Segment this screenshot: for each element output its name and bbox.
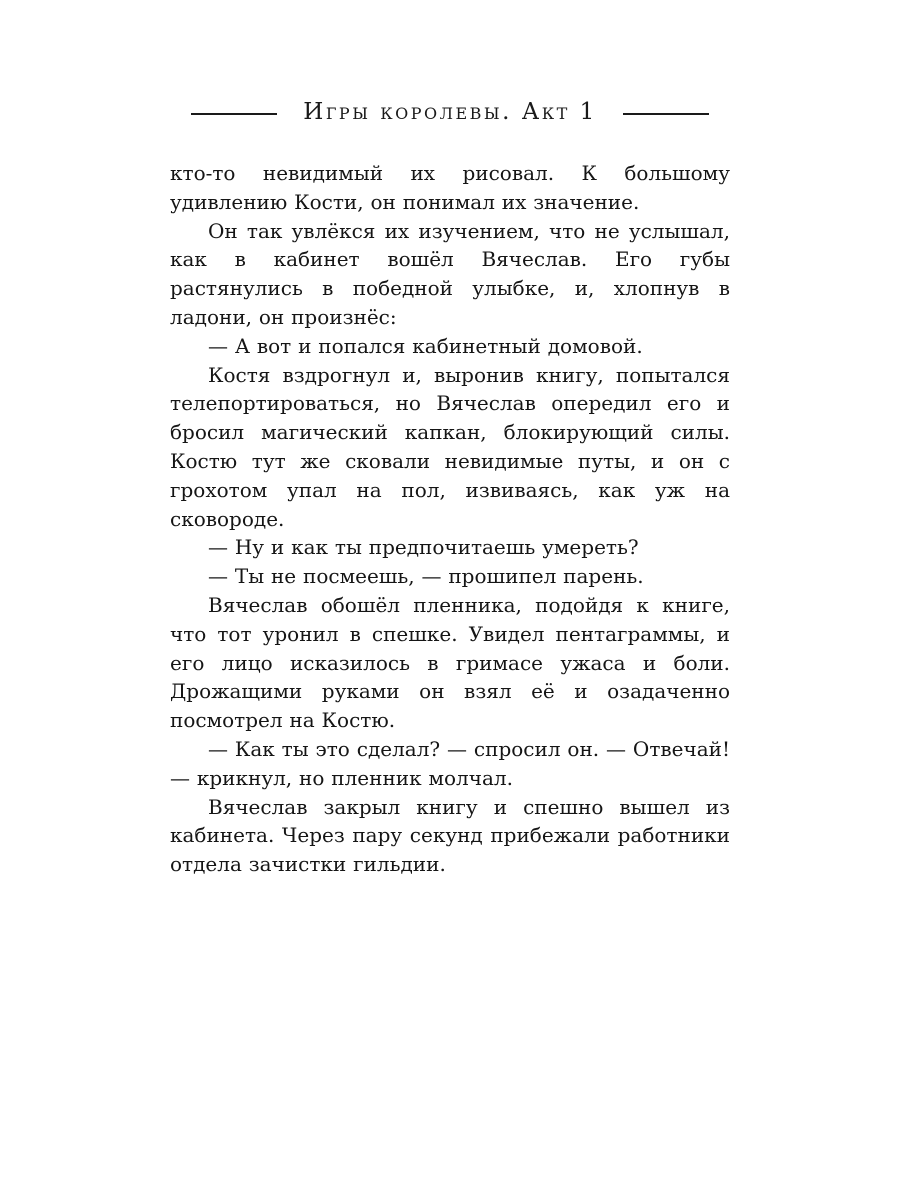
paragraph: Костя вздрогнул и, выронив книгу, попытался телепортироваться, но Вячеслав опередил его и бросил магический капкан, блокирующий силы. Костю тут же сковали невидимые путы, и он с грохотом упал на пол, извиваясь, как уж на сковороде.: [170, 362, 730, 531]
header-rule-right: [623, 113, 709, 115]
paragraph: Он так увлёкся их изучением, что не услышал, как в кабинет вошёл Вячеслав. Его губы растянулись в победной улыбке, и, хлопнув в ладони, он произнёс:: [170, 218, 730, 329]
page-header: [170, 99, 730, 125]
paragraph: Вячеслав обошёл пленника, подойдя к книге, что тот уронил в спешке. Увидел пентаграммы, и его лицо исказилось в гримасе ужаса и боли. Дрожащими руками он взял её и озадаченно посмотрел на Костю.: [170, 592, 730, 733]
paragraph: — А вот и попался кабинетный домовой.: [208, 333, 643, 358]
page-body: [170, 159, 730, 879]
page-title: Игры королевы. Акт 1: [303, 99, 597, 125]
paragraph: Вячеслав закрыл книгу и спешно вышел из кабинета. Через пару секунд прибежали работники отдела зачистки гильдии.: [170, 794, 730, 877]
paragraph: кто-то невидимый их рисовал. К большому удивлению Кости, он понимал их значение.: [170, 161, 730, 214]
paragraph: — Ты не посмеешь, — прошипел парень.: [208, 564, 644, 589]
paragraph: — Ну и как ты предпочитаешь умереть?: [208, 535, 639, 560]
header-rule-left: [191, 113, 277, 115]
paragraph: — Как ты это сделал? — спросил он. — Отвечай! — крикнул, но пленник молчал.: [170, 736, 730, 790]
